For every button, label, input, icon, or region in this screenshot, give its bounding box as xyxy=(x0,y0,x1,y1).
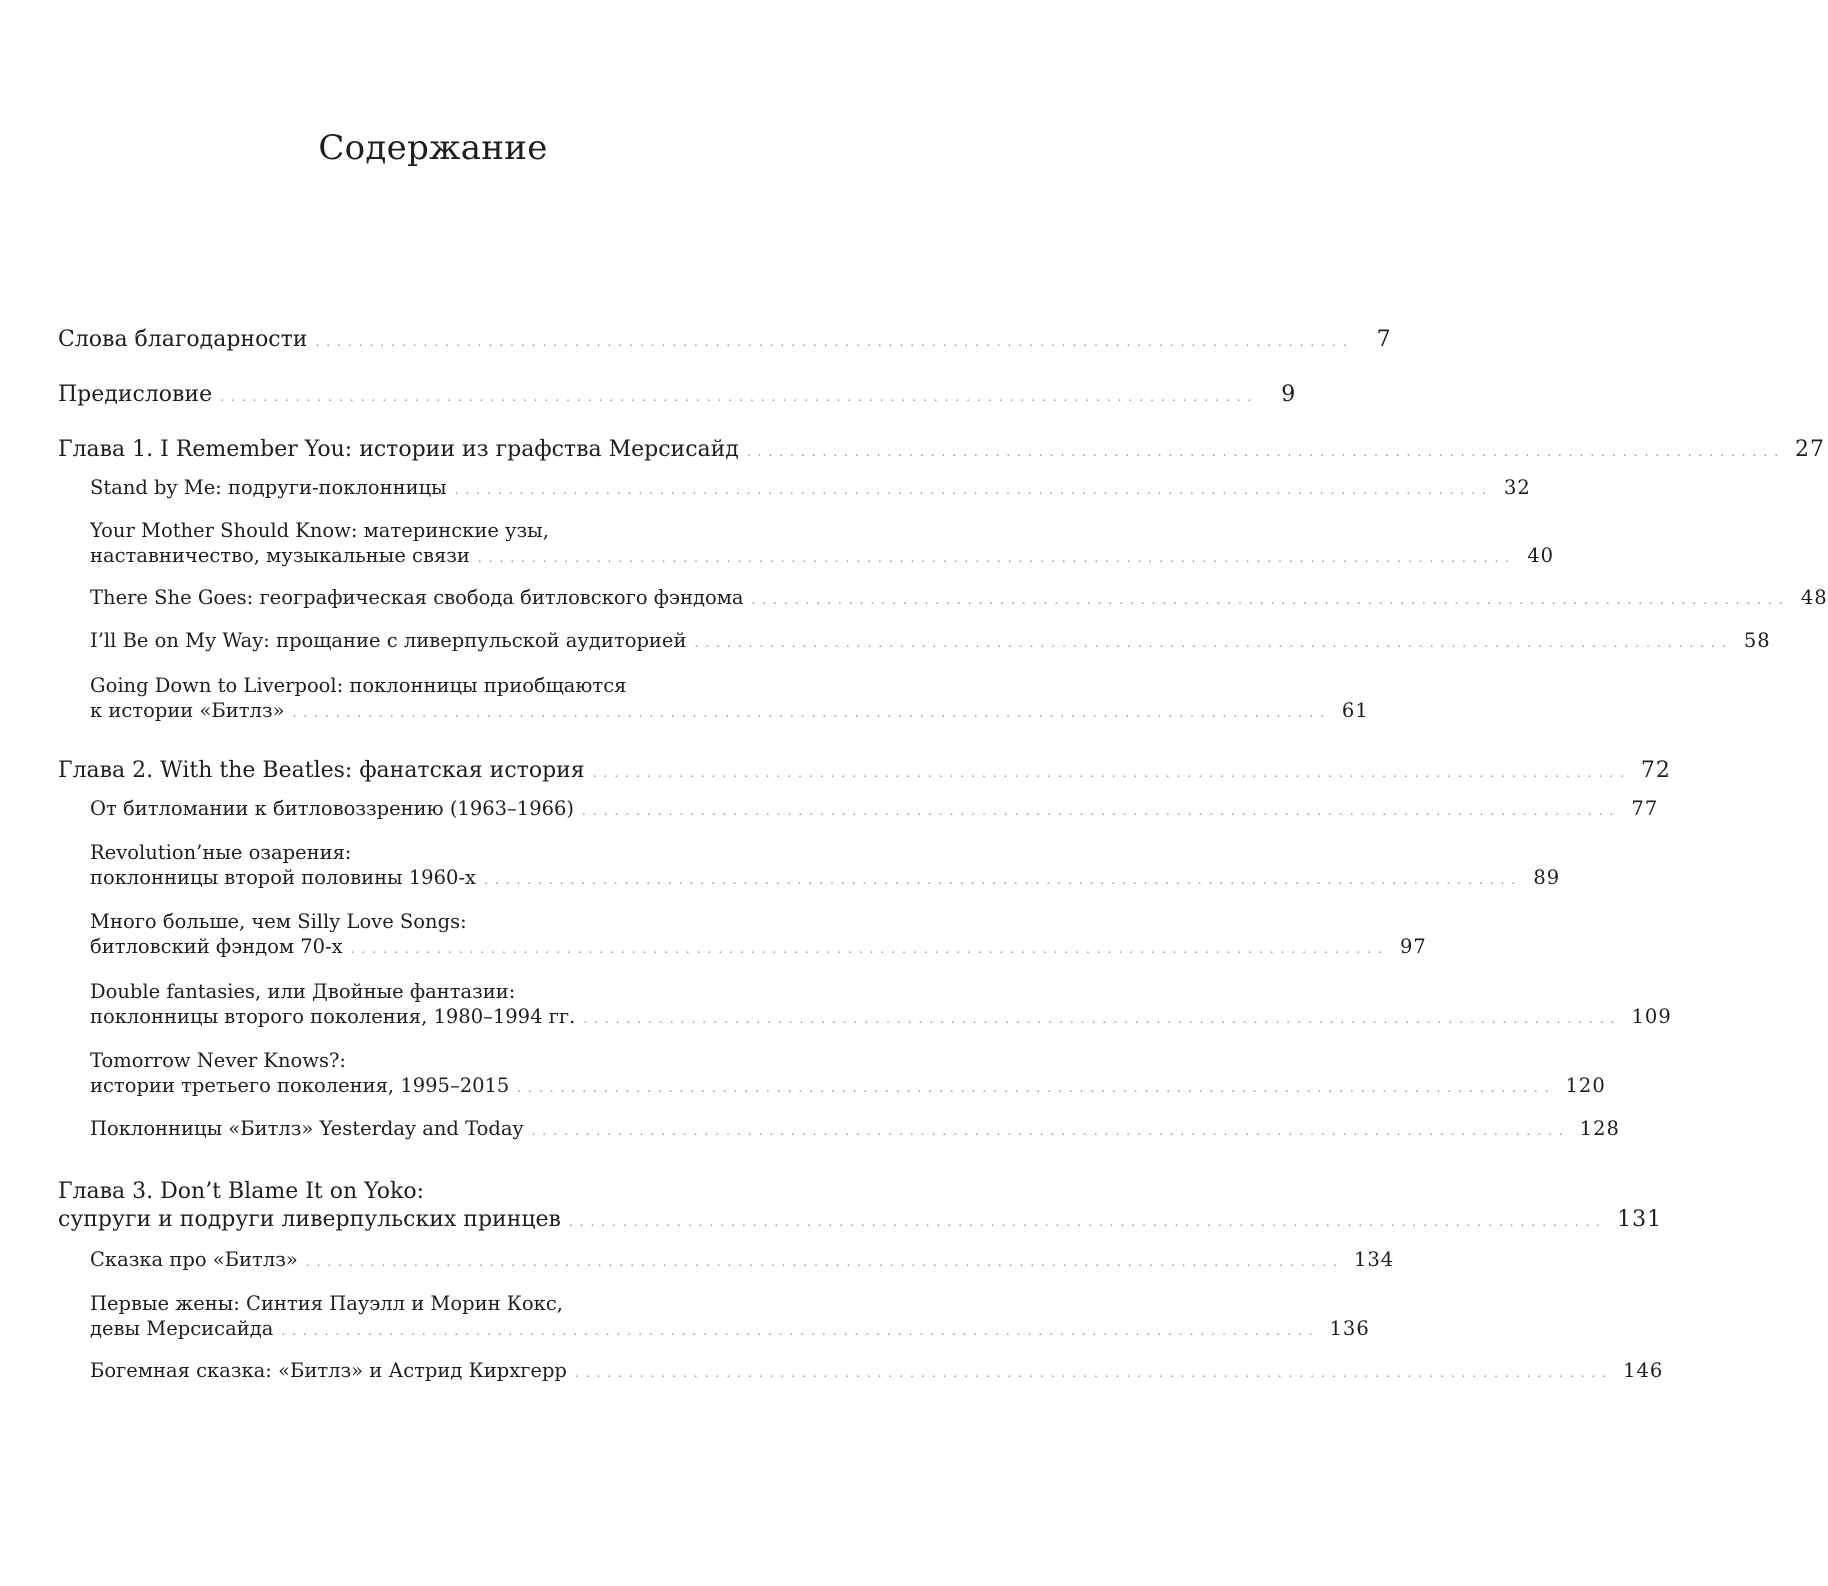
toc-entry-title: Stand by Me: подруги-поклонницы xyxy=(90,476,447,499)
page-number: 97 xyxy=(1399,935,1427,958)
page-number: 120 xyxy=(1565,1074,1606,1097)
toc-entry-line xyxy=(90,1248,1395,1271)
page-number: 146 xyxy=(1623,1359,1664,1382)
dot-leader: ................................................................................................ xyxy=(315,335,1354,349)
toc-entry-title-continued: к истории «Битлз» xyxy=(90,699,285,722)
toc-entry[interactable] xyxy=(90,672,1369,722)
toc-entry[interactable] xyxy=(90,629,1771,652)
dot-leader: ................................................................................................ xyxy=(454,483,1493,497)
toc-entry-title: Первые жены: Синтия Пауэлл и Морин Кокс, xyxy=(90,1292,563,1315)
toc-entry-title: Revolution’ные озарения: xyxy=(90,841,352,864)
toc-entry-title: Your Mother Should Know: материнские узы, xyxy=(90,519,549,542)
toc-entry-line xyxy=(90,797,1659,820)
toc-entry-title: Богемная сказка: «Битлз» и Астрид Кирхгерр xyxy=(90,1359,567,1382)
toc-entry-title-continued: поклонницы второй половины 1960-х xyxy=(90,866,476,889)
toc-entry-title: Поклонницы «Битлз» Yesterday and Today xyxy=(90,1117,524,1140)
toc-entry-title: Слова благодарности xyxy=(58,327,308,352)
toc-entry[interactable] xyxy=(90,517,1555,567)
toc-entry-title: Double fantasies, или Двойные фантазии: xyxy=(90,980,516,1003)
toc-entry-line xyxy=(90,1117,1620,1140)
toc-entry-line xyxy=(90,866,1561,889)
page-number: 72 xyxy=(1640,758,1671,783)
toc-entry[interactable] xyxy=(90,797,1659,820)
toc-entry-title: От битломании к битловоззрению (1963–1966) xyxy=(90,797,575,820)
page-number: 89 xyxy=(1533,866,1561,889)
page-number: 134 xyxy=(1353,1248,1395,1271)
toc-entry-title: Going Down to Liverpool: поклонницы приобщаются xyxy=(90,674,627,697)
page-number: 48 xyxy=(1800,586,1828,609)
toc-entry-line xyxy=(58,1207,1663,1232)
dot-leader: ................................................................................................ xyxy=(531,1124,1570,1138)
page-number: 27 xyxy=(1795,437,1826,462)
page-number: 32 xyxy=(1504,476,1531,499)
toc-entry[interactable] xyxy=(90,1047,1606,1097)
toc-entry[interactable] xyxy=(90,1359,1664,1382)
page-number: 61 xyxy=(1341,699,1369,722)
dot-leader: ................................................................................................ xyxy=(592,766,1631,780)
toc-entry[interactable] xyxy=(90,978,1672,1028)
page-number: 136 xyxy=(1329,1317,1370,1340)
dot-leader: ................................................................................................ xyxy=(574,1366,1614,1380)
toc-entry-line xyxy=(58,327,1392,352)
page-number: 9 xyxy=(1281,382,1297,407)
page-number: 131 xyxy=(1617,1207,1663,1232)
toc-entry-title: I’ll Be on My Way: прощание с ливерпульской аудиторией xyxy=(90,629,687,652)
toc-entry-line xyxy=(58,758,1671,783)
toc-entry[interactable] xyxy=(90,586,1828,609)
dot-leader: ................................................................................................ xyxy=(220,390,1259,404)
dot-leader: ................................................................................................ xyxy=(694,636,1733,650)
toc-entry-title-continued: наставничество, музыкальные связи xyxy=(90,544,470,567)
toc-entry-title-continued: супруги и подруги ливерпульских принцев xyxy=(58,1207,561,1232)
toc-entry-line xyxy=(58,437,1826,462)
toc-entry-line xyxy=(90,699,1369,722)
toc-entry[interactable] xyxy=(90,1290,1370,1340)
page-number: 7 xyxy=(1376,327,1392,352)
page-number: 109 xyxy=(1631,1005,1672,1028)
toc-entry-title-continued: девы Мерсисайда xyxy=(90,1317,274,1340)
dot-leader: ................................................................................................ xyxy=(292,706,1331,720)
dot-leader: ................................................................................................ xyxy=(582,804,1621,818)
toc-entry-title-continued: поклонницы второго поколения, 1980–1994 гг. xyxy=(90,1005,576,1028)
dot-leader: ................................................................................................ xyxy=(568,1215,1608,1229)
page-number: 40 xyxy=(1527,544,1555,567)
page-number: 128 xyxy=(1579,1117,1620,1140)
toc-entry-title: Глава 2. With the Beatles: фанатская история xyxy=(58,758,585,783)
toc-entry-line xyxy=(90,1317,1370,1340)
toc-entry-line xyxy=(90,1005,1672,1028)
toc-entry-line xyxy=(90,629,1771,652)
toc-entry-title: There She Goes: географическая свобода битловского фэндома xyxy=(90,586,744,609)
toc-entry-title: Глава 3. Don’t Blame It on Yoko: xyxy=(58,1179,424,1204)
toc-entry-line xyxy=(58,382,1297,407)
page-title: Содержание xyxy=(318,128,548,168)
dot-leader: ................................................................................................ xyxy=(484,873,1523,887)
dot-leader: ................................................................................................ xyxy=(305,1255,1344,1269)
toc-entry[interactable] xyxy=(90,1117,1620,1140)
toc-entry-title: Tomorrow Never Knows?: xyxy=(90,1049,347,1072)
toc-entry-title: Глава 1. I Remember You: истории из графства Мерсисайд xyxy=(58,437,739,462)
dot-leader: ................................................................................................ xyxy=(281,1324,1320,1338)
toc-entry-line xyxy=(90,1359,1664,1382)
toc-entry-line xyxy=(90,1074,1606,1097)
toc-entry[interactable] xyxy=(90,908,1427,958)
toc-entry[interactable] xyxy=(58,382,1297,407)
dot-leader: ................................................................................................ xyxy=(751,593,1790,607)
toc-entry-title: Предисловие xyxy=(58,382,213,407)
toc-entry[interactable] xyxy=(58,327,1392,352)
page-number: 58 xyxy=(1743,629,1771,652)
dot-leader: ................................................................................................ xyxy=(746,445,1786,459)
dot-leader: ................................................................................................ xyxy=(350,942,1389,956)
toc-entry-title: Сказка про «Битлз» xyxy=(90,1248,298,1271)
toc-entry[interactable] xyxy=(90,839,1561,889)
toc-entry-title: Много больше, чем Silly Love Songs: xyxy=(90,910,467,933)
toc-entry[interactable] xyxy=(90,476,1531,499)
dot-leader: ................................................................................................ xyxy=(477,551,1517,565)
toc-entry-line xyxy=(90,586,1828,609)
toc-entry[interactable] xyxy=(90,1248,1395,1271)
toc-entry-line xyxy=(90,935,1427,958)
toc-entry-title-continued: битловский фэндом 70-х xyxy=(90,935,343,958)
toc-entry-title-continued: истории третьего поколения, 1995–2015 xyxy=(90,1074,510,1097)
toc-entry-line xyxy=(90,544,1555,567)
toc-entry[interactable] xyxy=(58,1177,1663,1232)
toc-entry[interactable] xyxy=(58,437,1826,462)
toc-entry-line xyxy=(90,476,1531,499)
page-number: 77 xyxy=(1631,797,1659,820)
dot-leader: ................................................................................................ xyxy=(517,1081,1556,1095)
toc-entry[interactable] xyxy=(58,758,1671,783)
dot-leader: ................................................................................................ xyxy=(583,1012,1622,1026)
